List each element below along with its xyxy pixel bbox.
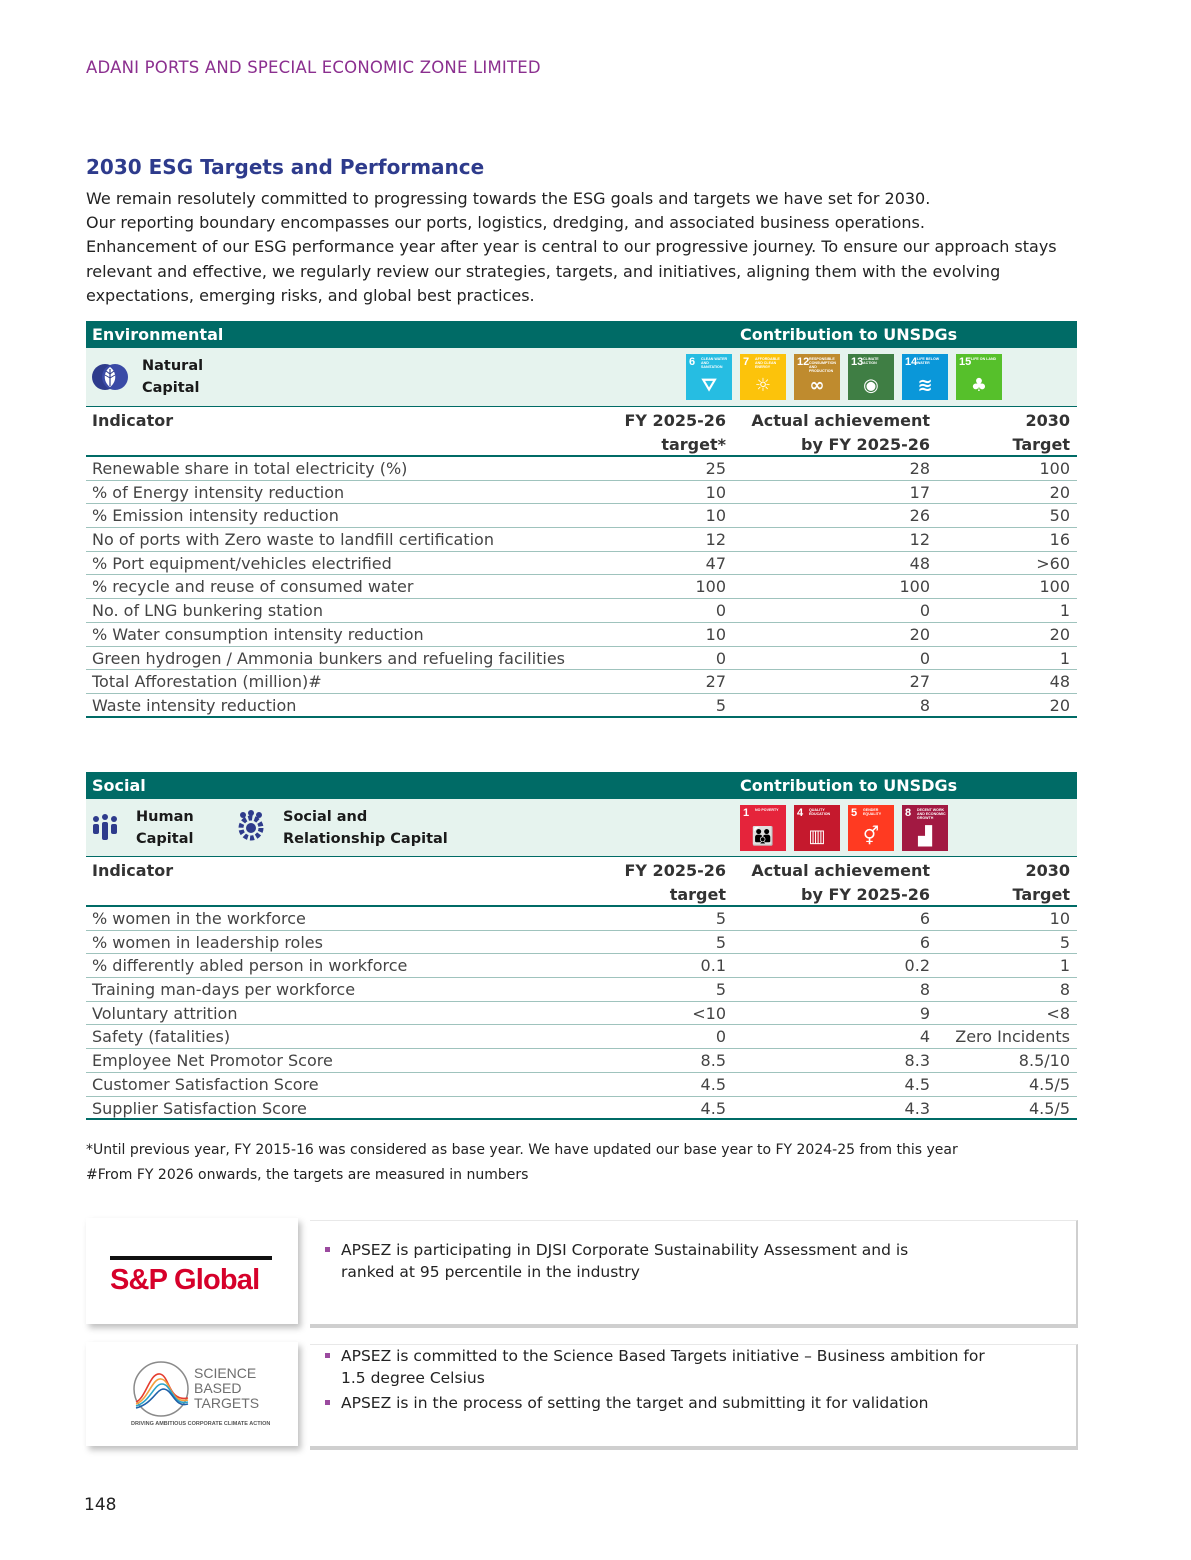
actual-cell: 20 [909,624,930,644]
indicator-cell: No of ports with Zero waste to landfill certification [92,530,494,550]
capital-label-line: Relationship Capital [283,831,448,847]
table-row [86,599,1077,623]
environmental-table [86,321,1077,718]
gender-icon: ⚥ [862,826,880,847]
actual-cell: 4.5 [904,1074,930,1094]
fy-target-cell: 47 [705,553,726,573]
section-title: 2030 ESG Targets and Performance [86,155,485,179]
indicator-cell: Waste intensity reduction [92,695,297,715]
table-row [86,1073,1077,1097]
indicator-cell: % recycle and reuse of consumed water [92,577,414,597]
col-header-line: FY 2025-26 [624,861,726,880]
intro-text [86,187,1086,308]
sdg-1-tile [740,805,786,851]
sdg-15-tile [956,354,1002,400]
target-2030-cell: Zero Incidents [955,1027,1070,1047]
actual-cell: 100 [899,577,930,597]
col-header-line: Actual achievement [751,861,930,880]
indicator-cell: % women in leadership roles [92,932,323,952]
actual-cell: 48 [909,553,930,573]
actual-cell: 0 [919,601,930,621]
leaf-icon [91,363,129,391]
logo-rule [110,1256,272,1260]
fy-target-cell: 100 [695,577,726,597]
community-gear-icon [236,810,266,842]
col-header-line: Target [1012,435,1070,454]
actual-cell: 6 [919,932,930,952]
fy-target-cell: 0 [715,1027,726,1047]
target-2030-cell: 20 [1049,624,1070,644]
table-row [86,1002,1077,1026]
target-2030-cell: >60 [1036,553,1070,573]
indicator-cell: Voluntary attrition [92,1003,238,1023]
footnote-base-year: *Until previous year, FY 2015-16 was considered as base year. We have updated our base year to FY 2024-25 from this year [86,1142,958,1158]
sdg-number: 12 [797,356,810,368]
table-row [86,528,1077,552]
social-relationship-capital-label [283,806,448,850]
indicator-cell: Employee Net Promotor Score [92,1051,333,1071]
logo-line: TARGETS [194,1395,260,1411]
table-header-bar [86,772,1077,799]
book-icon: ▥ [808,826,826,847]
page-number: 148 [84,1495,117,1515]
col-2030-target [1013,409,1071,457]
natural-capital-label [142,355,203,399]
fy-target-cell: 25 [705,459,726,478]
sdg-label: RESPONSIBLE CONSUMPTION AND PRODUCTION [809,357,836,373]
sdg-4-tile [794,805,840,851]
col-2030-target [1013,859,1071,907]
actual-cell: 27 [909,672,930,692]
table-body [86,907,1077,1120]
sdg-14-tile [902,354,948,400]
sdg-label: AFFORDABLE AND CLEAN ENERGY [755,357,780,369]
human-capital-label [136,806,194,850]
target-2030-cell: 1 [1059,648,1070,668]
sdg-number: 8 [905,807,912,819]
table-row [86,670,1077,694]
fy-target-cell: 0 [715,648,726,668]
sdg-6-tile [686,354,732,400]
company-name: ADANI PORTS AND SPECIAL ECONOMIC ZONE LIMITED [86,58,541,77]
column-headers [86,407,1077,457]
table-row [86,907,1077,931]
sdg-label: CLIMATE ACTION [863,357,879,365]
actual-cell: 0.2 [904,956,930,976]
table-row [86,481,1077,505]
table-row [86,504,1077,528]
target-2030-cell: 4.5/5 [1028,1074,1070,1094]
social-table [86,772,1077,1120]
sbti-logo-icon [130,1358,192,1420]
fy-target-cell: 5 [715,980,726,1000]
capital-band [86,348,1077,407]
capital-label-line: Human [136,809,194,825]
table-row [86,931,1077,955]
actual-cell: 12 [909,530,930,550]
intro-paragraph: Our reporting boundary encompasses our ports, logistics, dredging, and associated business operations. [86,213,925,233]
sdg-number: 5 [851,807,858,819]
sdg-icons [740,805,948,851]
fy-target-cell: 27 [705,672,726,692]
indicator-cell: % Emission intensity reduction [92,506,339,526]
col-indicator: Indicator [92,411,174,430]
actual-cell: 4.3 [904,1098,930,1118]
col-header-line: 2030 [1025,411,1070,430]
sdg-label: LIFE ON LAND [971,357,997,361]
sdg-label: NO POVERTY [755,808,779,812]
sdg-number: 7 [743,356,750,368]
sbti-logo-text [194,1366,259,1411]
sp-global-info-card [310,1220,1078,1328]
tree-icon: ♣ [970,375,988,396]
sbti-logo-card [86,1342,298,1446]
sdg-number: 15 [959,356,972,368]
indicator-cell: % Port equipment/vehicles electrified [92,553,392,573]
sdg-icons [686,354,1002,400]
indicator-cell: Total Afforestation (million)# [92,672,322,692]
col-header-line: target [669,885,726,904]
table-row [86,694,1077,718]
col-header-line: 2030 [1025,861,1070,880]
sdg-number: 14 [905,356,918,368]
actual-cell: 17 [909,482,930,502]
target-2030-cell: 100 [1039,577,1070,597]
sbti-info-card [310,1344,1078,1450]
fy-target-cell: 10 [705,624,726,644]
fy-target-cell: <10 [692,1003,726,1023]
sp-global-logo-card [86,1218,298,1324]
fy-target-cell: 5 [715,909,726,928]
fy-target-cell: 0.1 [700,956,726,976]
table-row [86,1025,1077,1049]
col-indicator: Indicator [92,861,174,880]
people-icon [91,813,119,843]
target-2030-cell: 20 [1049,695,1070,715]
fy-target-cell: 10 [705,482,726,502]
capital-label-line: Capital [142,380,200,396]
indicator-cell: Supplier Satisfaction Score [92,1098,307,1118]
actual-cell: 8 [919,695,930,715]
sdg-label: QUALITY EDUCATION [809,808,831,816]
col-fy-target [624,409,726,457]
indicator-cell: Safety (fatalities) [92,1027,231,1047]
fish-icon: ≋ [917,375,933,396]
growth-chart-icon: ▟ [918,826,932,847]
sdg-13-tile [848,354,894,400]
actual-cell: 8.3 [904,1051,930,1071]
table-row [86,1097,1077,1121]
fy-target-cell: 5 [715,932,726,952]
sdg-heading: Contribution to UNSDGs [740,776,958,795]
table-header-bar [86,321,1077,348]
family-icon: 👪 [751,826,775,847]
indicator-cell: % Water consumption intensity reduction [92,624,424,644]
indicator-cell: % of Energy intensity reduction [92,482,345,502]
capital-label-line: Capital [136,831,194,847]
actual-cell: 8 [919,980,930,1000]
target-2030-cell: 8.5/10 [1018,1051,1070,1071]
sdg-label: LIFE BELOW WATER [917,357,940,365]
col-header-line: FY 2025-26 [624,411,726,430]
table-row [86,978,1077,1002]
table-heading: Environmental [92,325,224,344]
eye-globe-icon: ◉ [863,375,879,396]
col-header-line: target* [661,435,726,454]
bullet-item: APSEZ is committed to the Science Based Targets initiative – Business ambition for 1.5 degree Celsius [310,1345,990,1389]
col-header-line: Actual achievement [751,411,930,430]
actual-cell: 4 [919,1027,930,1047]
target-2030-cell: 20 [1049,482,1070,502]
sdg-number: 13 [851,356,864,368]
fy-target-cell: 5 [715,695,726,715]
actual-cell: 0 [919,648,930,668]
indicator-cell: % differently abled person in workforce [92,956,408,976]
capital-band [86,799,1077,857]
fy-target-cell: 10 [705,506,726,526]
table-body [86,457,1077,718]
table-row [86,1049,1077,1073]
table-heading: Social [92,776,146,795]
sdg-number: 4 [797,807,804,819]
capital-label-line: Social and [283,809,368,825]
intro-paragraph: Enhancement of our ESG performance year after year is central to our progressive journey. To ensure our approach stays relevant and effective, we regularly review our strategies, targets, and initiatives, aligning them with the evolving expectations, emerging risks, and global best practices. [86,237,1057,305]
sp-global-logo: S&P Global [110,1264,260,1296]
target-2030-cell: <8 [1046,1003,1070,1023]
target-2030-cell: 16 [1049,530,1070,550]
col-actual [751,859,930,907]
intro-paragraph: We remain resolutely committed to progressing towards the ESG goals and targets we have set for 2030. [86,189,931,208]
infinity-icon: ∞ [809,375,825,396]
target-2030-cell: 50 [1049,506,1070,526]
table-row [86,623,1077,647]
sdg-7-tile [740,354,786,400]
target-2030-cell: 5 [1059,932,1070,952]
logo-line: BASED [194,1380,242,1396]
table-row [86,552,1077,576]
target-2030-cell: 1 [1059,956,1070,976]
target-2030-cell: 8 [1059,980,1070,1000]
footnote-numbers: #From FY 2026 onwards, the targets are measured in numbers [86,1167,529,1183]
water-drop-icon: ⛛ [701,375,717,396]
actual-cell: 26 [909,506,930,526]
indicator-cell: Customer Satisfaction Score [92,1074,319,1094]
capital-label-line: Natural [142,358,204,374]
col-header-line: by FY 2025-26 [801,435,930,454]
indicator-cell: No. of LNG bunkering station [92,601,323,621]
sdg-label: CLEAN WATER AND SANITATION [701,357,728,369]
sdg-label: DECENT WORK AND ECONOMIC GROWTH [917,808,946,820]
sdg-heading: Contribution to UNSDGs [740,325,958,344]
fy-target-cell: 4.5 [700,1098,726,1118]
indicator-cell: Renewable share in total electricity (%) [92,459,408,478]
col-header-line: by FY 2025-26 [801,885,930,904]
sbti-tagline: DRIVING AMBITIOUS CORPORATE CLIMATE ACTION [131,1421,271,1427]
bullet-item: APSEZ is participating in DJSI Corporate Sustainability Assessment and is ranked at 95 percentile in the industry [310,1239,960,1283]
actual-cell: 28 [909,459,930,478]
sdg-8-tile [902,805,948,851]
target-2030-cell: 48 [1049,672,1070,692]
target-2030-cell: 4.5/5 [1028,1098,1070,1118]
indicator-cell: Training man-days per workforce [92,980,356,1000]
col-fy-target [624,859,726,907]
actual-cell: 6 [919,909,930,928]
fy-target-cell: 4.5 [700,1074,726,1094]
sdg-label: GENDER EQUALITY [863,808,882,816]
sdg-5-tile [848,805,894,851]
target-2030-cell: 100 [1039,459,1070,478]
sun-icon: ☼ [754,375,772,396]
table-row [86,647,1077,671]
target-2030-cell: 1 [1059,601,1070,621]
fy-target-cell: 12 [705,530,726,550]
sdg-number: 1 [743,807,750,819]
logo-line: SCIENCE [194,1365,257,1381]
col-actual [751,409,930,457]
column-headers [86,857,1077,907]
table-row [86,457,1077,481]
fy-target-cell: 0 [715,601,726,621]
target-2030-cell: 10 [1049,909,1070,928]
fy-target-cell: 8.5 [700,1051,726,1071]
indicator-cell: Green hydrogen / Ammonia bunkers and refueling facilities [92,648,565,668]
sdg-12-tile [794,354,840,400]
indicator-cell: % women in the workforce [92,909,306,928]
table-row [86,575,1077,599]
col-header-line: Target [1012,885,1070,904]
actual-cell: 9 [919,1003,930,1023]
bullet-item: APSEZ is in the process of setting the target and submitting it for validation [310,1392,990,1414]
sdg-number: 6 [689,356,696,368]
table-row [86,954,1077,978]
